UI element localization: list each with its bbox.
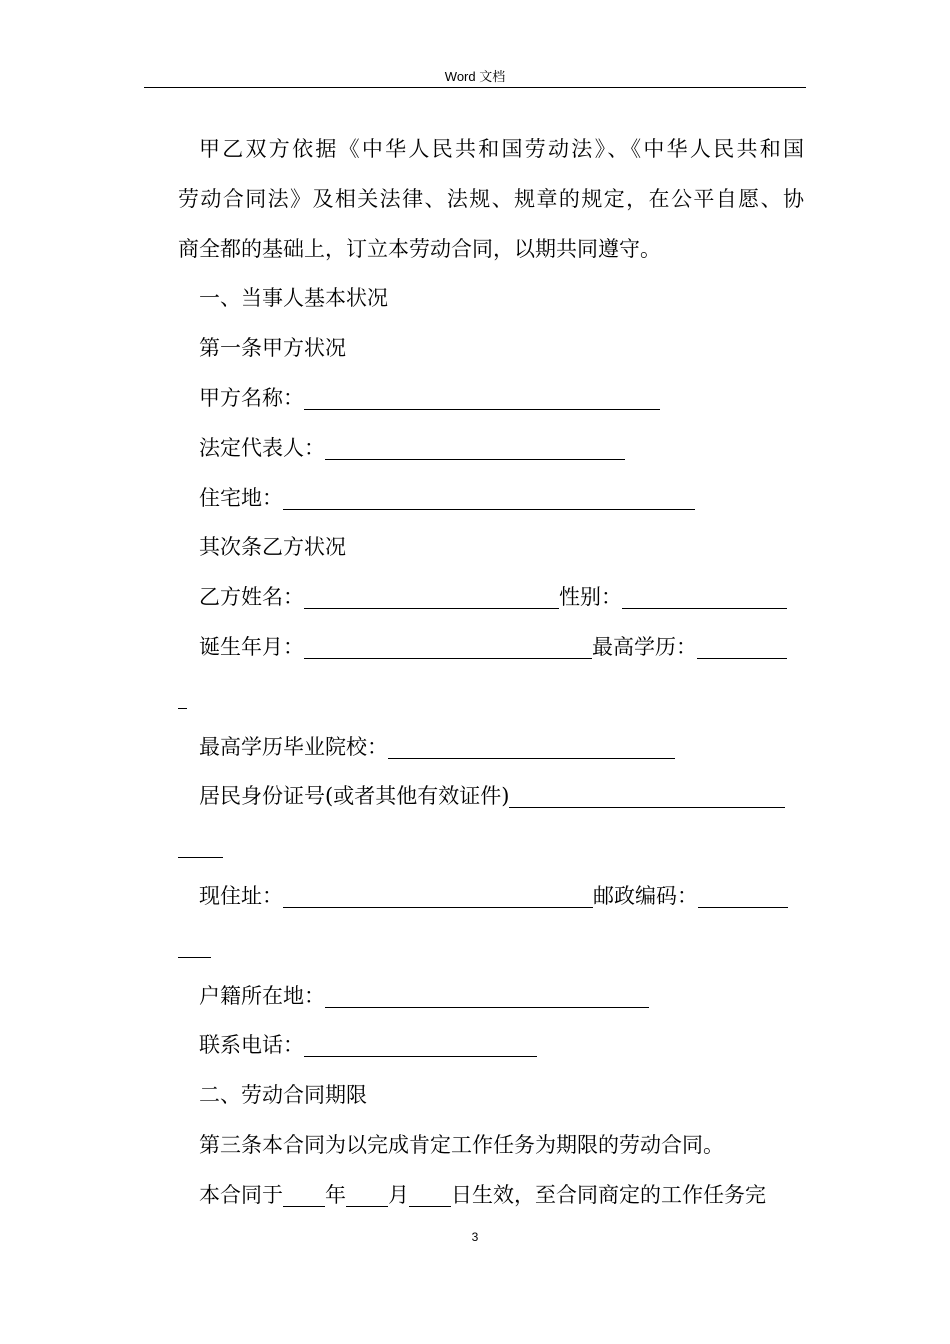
id-label: 居民身份证号(或者其他有效证件) (199, 784, 510, 809)
section1-title: 一、当事人基本状况 (199, 286, 388, 311)
header-rule (144, 87, 806, 88)
gender-blank (622, 580, 787, 609)
address-label: 现住址： (199, 883, 283, 908)
id-blank-wrap-row (178, 822, 804, 872)
address-postcode-row (178, 872, 804, 922)
month-blank (346, 1178, 388, 1207)
postcode-blank-wrap-row (178, 922, 804, 972)
document-body (178, 125, 804, 1221)
month-label: 月 (388, 1182, 409, 1207)
residence-row (178, 474, 804, 524)
residence-label: 住宅地： (199, 485, 283, 510)
birth-label: 诞生年月： (199, 634, 304, 659)
legal-rep-row (178, 424, 804, 474)
school-label: 最高学历毕业院校： (199, 734, 388, 759)
year-blank (283, 1178, 325, 1207)
household-label: 户籍所在地： (199, 983, 325, 1008)
gender-label: 性别： (559, 585, 622, 610)
article1-title: 第一条甲方状况 (199, 336, 346, 361)
party-b-name-label: 乙方姓名： (199, 585, 304, 610)
effective-prefix: 本合同于 (199, 1182, 283, 1207)
page-number: 3 (471, 1230, 479, 1244)
party-a-name-row (178, 374, 804, 424)
postcode-blank (698, 879, 788, 908)
residence-blank (283, 481, 695, 510)
day-blank (409, 1178, 451, 1207)
phone-label: 联系电话： (199, 1033, 304, 1058)
education-label: 最高学历： (592, 634, 697, 659)
postcode-blank-continued (178, 929, 211, 958)
birth-blank (304, 630, 592, 659)
intro-line-1: 甲乙双方依据《中华人民共和国劳动法》、《中华人民共和国 (199, 137, 804, 161)
legal-rep-label: 法定代表人： (199, 435, 325, 460)
education-blank-wrap-row (178, 673, 804, 723)
id-blank (509, 779, 785, 808)
section2-title: 二、劳动合同期限 (199, 1083, 367, 1108)
id-blank-continued (178, 829, 223, 858)
effective-suffix: 日生效，至合同商定的工作任务完 (451, 1182, 766, 1207)
phone-blank (304, 1028, 537, 1057)
article3-text: 第三条本合同为以完成肯定工作任务为期限的劳动合同。 (199, 1132, 724, 1157)
phone-row (178, 1021, 804, 1071)
household-blank (325, 979, 649, 1008)
school-blank (388, 730, 675, 759)
education-blank (697, 630, 787, 659)
address-blank (283, 879, 593, 908)
party-a-name-label: 甲方名称： (199, 385, 304, 410)
id-row (178, 772, 804, 822)
year-label: 年 (325, 1182, 346, 1207)
article2-title: 其次条乙方状况 (199, 535, 346, 560)
legal-rep-blank (325, 431, 625, 460)
party-b-row (178, 573, 804, 623)
page-header: Word 文档 (444, 69, 506, 84)
party-b-name-blank (304, 580, 559, 609)
intro-line-3: 商全都的基础上，订立本劳动合同，以期共同遵守。 (178, 236, 661, 261)
school-row (178, 723, 804, 773)
birth-education-row (178, 623, 804, 673)
education-blank-continued (178, 680, 187, 709)
household-row (178, 972, 804, 1022)
postcode-label: 邮政编码： (593, 883, 698, 908)
effective-date-row (178, 1171, 804, 1221)
party-a-name-blank (304, 381, 660, 410)
intro-line-2: 劳动合同法》及相关法律、法规、规章的规定，在公平自愿、协 (178, 186, 804, 211)
